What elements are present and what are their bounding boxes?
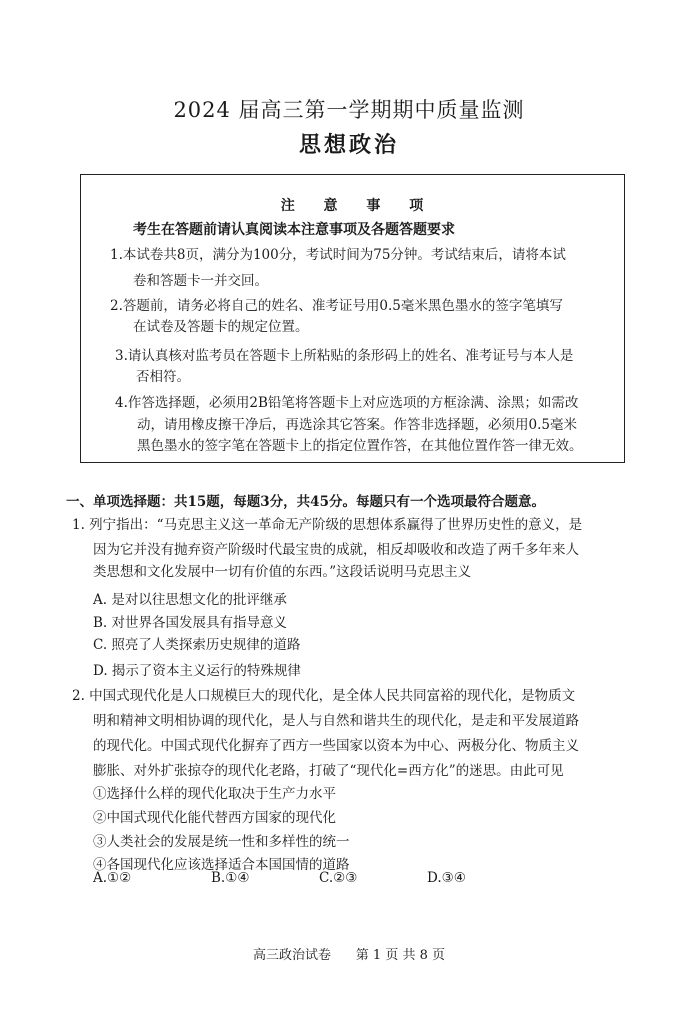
section-heading: 一、单项选择题：共15题，每题3分，共45分。每题只有一个选项最符合题意。 <box>66 494 545 510</box>
notice-item-2-line-2: 在试卷及答题卡的规定位置。 <box>133 319 309 335</box>
page-footer: 高三政治试卷 第 1 页 共 8 页 <box>253 948 445 963</box>
notice-item-1-line-2: 卷和答题卡一并交回。 <box>133 273 268 289</box>
question-1-option-c: C. 照亮了人类探索历史规律的道路 <box>93 637 301 653</box>
question-2-statement-4: ④各国现代化应该选择适合本国国情的道路 <box>93 857 350 873</box>
notice-heading: 注 意 事 项 <box>280 198 425 214</box>
question-2-statement-2: ②中国式现代化能代替西方国家的现代化 <box>93 810 336 826</box>
notice-item-3-line-1: 3.请认真核对监考员在答题卡上所粘贴的条形码上的姓名、准考证号与本人是 <box>115 348 574 364</box>
notice-item-1-line-1: 1.本试卷共8页，满分为100分，考试时间为75分钟。考试结束后，请将本试 <box>110 247 566 263</box>
question-1-option-d: D. 揭示了资本主义运行的特殊规律 <box>93 663 301 679</box>
notice-item-2-line-1: 2.答题前，请务必将自己的姓名、准考证号用0.5毫米黑色墨水的签字笔填写 <box>110 298 563 314</box>
notice-item-4-line-1: 4.作答选择题，必须用2B铅笔将答题卡上对应选项的方框涂满、涂黑；如需改 <box>115 395 579 411</box>
question-2-statement-3: ③人类社会的发展是统一性和多样性的统一 <box>93 834 350 850</box>
question-1-line-1: 1. 列宁指出：“马克思主义这一革命无产阶级的思想体系赢得了世界历史性的意义，是 <box>72 517 583 533</box>
question-2-line-3: 的现代化。中国式现代化摒弃了西方一些国家以资本为中心、两极分化、物质主义 <box>93 738 579 754</box>
notice-subheading: 考生在答题前请认真阅读本注意事项及各题答题要求 <box>133 222 455 238</box>
question-2-line-2: 明和精神文明相协调的现代化，是人与自然和谐共生的现代化，是走和平发展道路 <box>93 713 579 729</box>
question-1-line-3: 类思想和文化发展中一切有价值的东西。”这段话说明马克思主义 <box>93 564 472 580</box>
question-2-choice-b: B.①④ <box>211 870 250 886</box>
question-2-line-4: 膨胀、对外扩张掠夺的现代化老路，打破了“现代化=西方化”的迷思。由此可见 <box>93 763 564 779</box>
notice-item-4-line-2: 动，请用橡皮擦干净后，再选涂其它答案。作答非选择题，必须用0.5毫米 <box>137 417 577 433</box>
exam-title: 2024 届高三第一学期期中质量监测 <box>173 98 525 122</box>
question-2-choice-d: D.③④ <box>427 870 466 886</box>
notice-item-4-line-3: 黑色墨水的签字笔在答题卡上的指定位置作答，在其他位置作答一律无效。 <box>137 438 583 454</box>
subject-title: 思想政治 <box>298 132 399 158</box>
question-1-line-2: 因为它并没有抛弃资产阶级时代最宝贵的成就，相反却吸收和改造了两千多年来人 <box>93 542 579 558</box>
question-1-option-a: A. 是对以往思想文化的批评继承 <box>93 592 287 608</box>
question-1-option-b: B. 对世界各国发展具有指导意义 <box>93 615 288 631</box>
question-2-line-1: 2. 中国式现代化是人口规模巨大的现代化，是全体人民共同富裕的现代化，是物质文 <box>72 688 576 704</box>
notice-item-3-line-2: 否相符。 <box>136 369 190 385</box>
question-2-statement-1: ①选择什么样的现代化取决于生产力水平 <box>93 786 336 802</box>
question-2-choice-c: C.②③ <box>319 870 358 886</box>
question-2-choice-a: A.①② <box>93 870 132 886</box>
